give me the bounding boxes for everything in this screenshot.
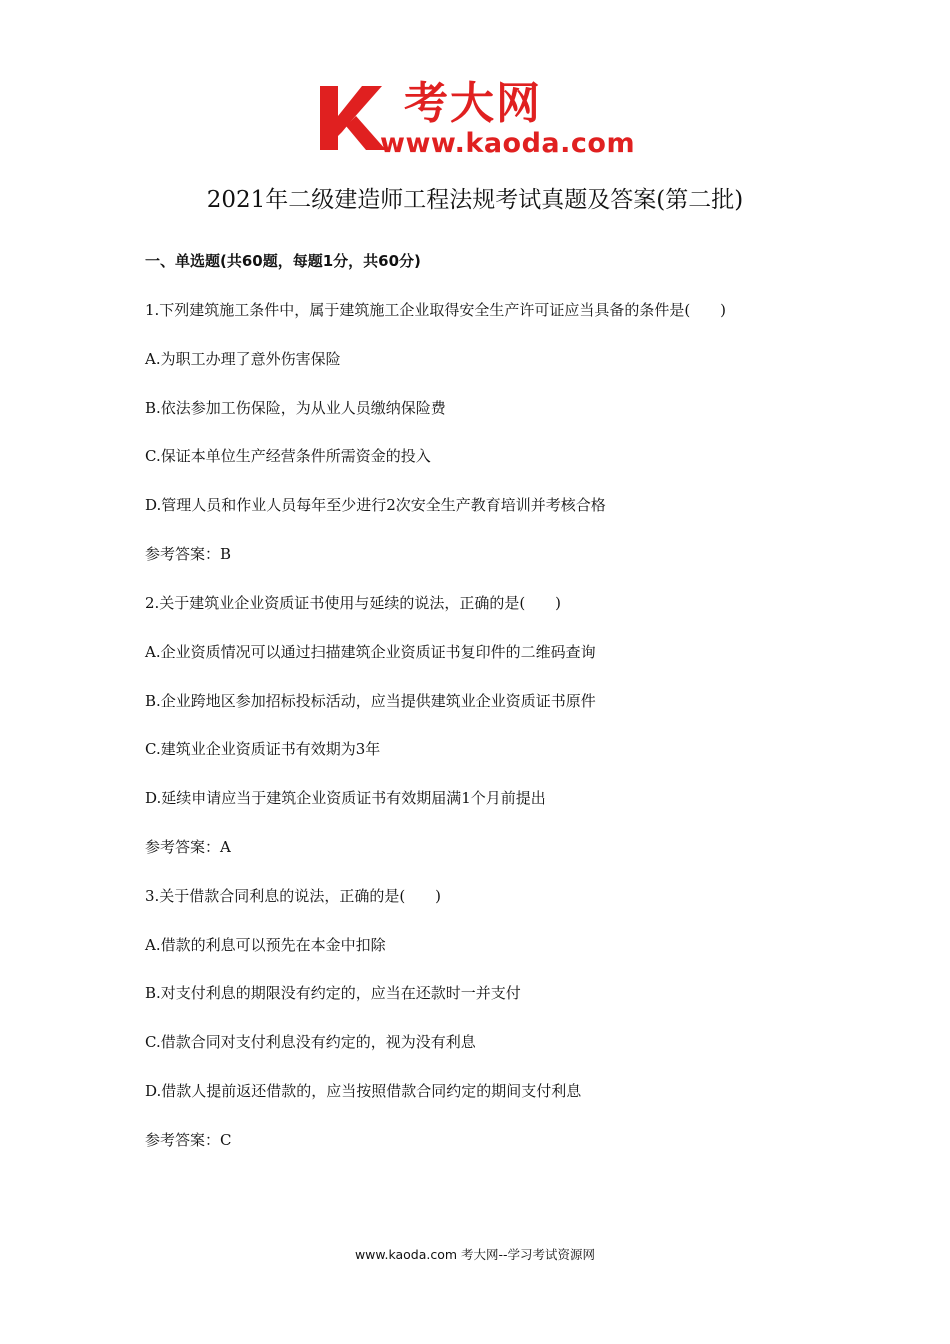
question-option: A.企业资质情况可以通过扫描建筑企业资质证书复印件的二维码查询 <box>145 643 596 661</box>
question-option: D.延续申请应当于建筑企业资质证书有效期届满1个月前提出 <box>145 789 546 807</box>
question-option: C.建筑业企业资质证书有效期为3年 <box>145 740 381 758</box>
question-option: C.保证本单位生产经营条件所需资金的投入 <box>145 447 431 465</box>
answer-line: 参考答案：C <box>145 1131 232 1149</box>
question-option: C.借款合同对支付利息没有约定的，视为没有利息 <box>145 1033 476 1051</box>
question-option: B.对支付利息的期限没有约定的，应当在还款时一并支付 <box>145 984 521 1002</box>
question-option: A.为职工办理了意外伤害保险 <box>145 350 341 368</box>
question-stem: 1.下列建筑施工条件中，属于建筑施工企业取得安全生产许可证应当具备的条件是( ) <box>145 301 727 319</box>
question-option: A.借款的利息可以预先在本金中扣除 <box>145 936 386 954</box>
question-option: B.企业跨地区参加招标投标活动，应当提供建筑业企业资质证书原件 <box>145 692 596 710</box>
page-footer[interactable]: www.kaoda.com 考大网--学习考试资源网 <box>354 1247 596 1262</box>
question-stem: 2.关于建筑业企业资质证书使用与延续的说法，正确的是( ) <box>145 594 562 612</box>
k-logo-icon <box>318 82 388 154</box>
answer-line: 参考答案：A <box>145 838 231 856</box>
section-heading: 一、单选题(共60题，每题1分，共60分) <box>145 252 421 270</box>
answer-line: 参考答案：B <box>145 545 232 563</box>
question-option: D.借款人提前返还借款的，应当按照借款合同约定的期间支付利息 <box>145 1082 582 1100</box>
question-option: B.依法参加工伤保险，为从业人员缴纳保险费 <box>145 399 446 417</box>
logo-brand-text: 考大网 <box>404 78 542 129</box>
site-logo[interactable] <box>318 78 638 162</box>
question-stem: 3.关于借款合同利息的说法，正确的是( ) <box>145 887 442 905</box>
logo-url-text: www.kaoda.com <box>380 128 636 159</box>
document-title: 2021年二级建造师工程法规考试真题及答案(第二批) <box>206 187 744 213</box>
question-option: D.管理人员和作业人员每年至少进行2次安全生产教育培训并考核合格 <box>145 496 606 514</box>
